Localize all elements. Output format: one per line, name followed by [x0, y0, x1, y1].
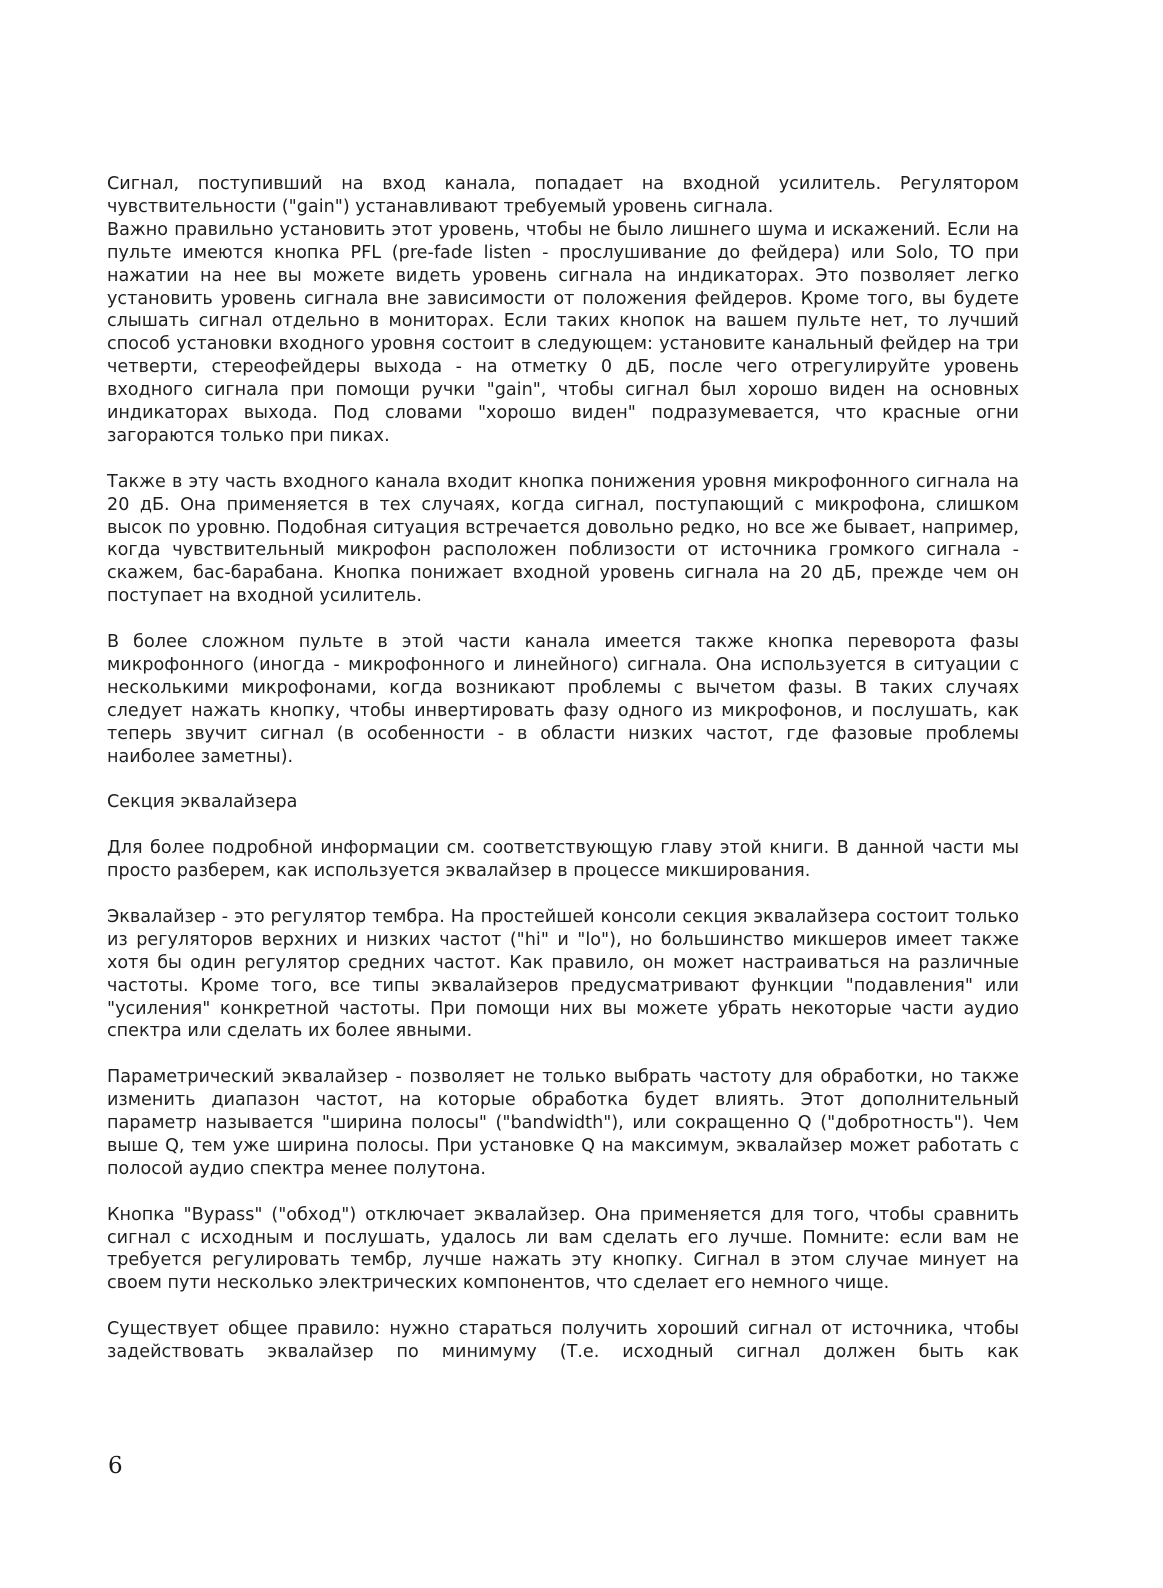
- paragraph-general-rule: Существует общее правило: нужно стараться получить хороший сигнал от источника, чтобы задействовать эквалайзер по минимуму (Т.е. исходный сигнал должен быть как: [107, 1319, 1019, 1363]
- paragraph-eq-reference: Для более подробной информации см. соответствующую главу этой книги. В данной части мы просто разберем, как используется эквалайзер в процессе микширования.: [107, 838, 1019, 882]
- paragraph-gap: [107, 1181, 1019, 1204]
- paragraph-bypass-button: Кнопка "Bypass" ("обход") отключает эквалайзер. Она применяется для того, чтобы сравнить сигнал с исходным и послушать, удалось ли вам сделать его лучше. Помните: если вам не требуется регулировать тембр, лучше нажать эту кнопку. Сигнал в этом случае минует на своем пути несколько электрических компонентов, что сделает его немного чище.: [107, 1204, 1019, 1294]
- paragraph-gap: [107, 1043, 1019, 1066]
- paragraph-gap: [107, 769, 1019, 792]
- paragraph-phase-button: В более сложном пульте в этой части канала имеется также кнопка переворота фазы микрофонного (иногда - микрофонного и линейного) сигнала. Она используется в ситуации с несколькими микрофонами, когда возникают проблемы с вычетом фазы. В таких случаях следует нажать кнопку, чтобы инвертировать фазу одного из микрофонов, и послушать, как теперь звучит сигнал (в особенности - в области низких частот, где фазовые проблемы наиболее заметны).: [107, 632, 1019, 767]
- paragraph-gap: [107, 1295, 1019, 1318]
- paragraph-parametric-eq: Параметрический эквалайзер - позволяет не только выбрать частоту для обработки, но также изменить диапазон частот, на которые обработка будет влиять. Этот дополнительный параметр называется "ширина полосы" ("bandwidth"), или сокращенно Q ("добротность"). Чем выше Q, тем уже ширина полосы. При установке Q на максимум, эквалайзер может работать с полосой аудио спектра менее полутона.: [107, 1067, 1019, 1179]
- paragraph-eq-description: Эквалайзер - это регулятор тембра. На простейшей консоли секция эквалайзера состоит только из регуляторов верхних и низких частот ("hi" и "lo"), но большинство микшеров имеет также хотя бы один регулятор средних частот. Как правило, он может настраиваться на различные частоты. Кроме того, все типы эквалайзеров предусматривают функции "подавления" или "усиления" конкретной частоты. При помощи них вы можете убрать некоторые части аудио спектра или сделать их более явными.: [107, 906, 1019, 1042]
- body-text: [107, 173, 1019, 1364]
- page-number: 6: [108, 1453, 123, 1479]
- paragraph-gap: [107, 608, 1019, 631]
- paragraph-gap: [107, 814, 1019, 837]
- paragraph-gain-intro: Сигнал, поступивший на вход канала, попадает на входной усилитель. Регулятором чувствительности ("gain") устанавливают требуемый уровень сигнала.: [107, 174, 1019, 217]
- section-heading-equalizer: Секция эквалайзера: [107, 792, 298, 813]
- paragraph-gap: [107, 883, 1019, 906]
- paragraph-gap: [107, 448, 1019, 471]
- paragraph-gain-setup: Важно правильно установить этот уровень, чтобы не было лишнего шума и искажений. Если на пульте имеются кнопка PFL (pre-fade listen - прослушивание до фейдера) или Solo, ТО при нажатии на нее вы можете видеть уровень сигнала на индикаторах. Это позволяет легко установить уровень сигнала вне зависимости от положения фейдеров. Кроме того, вы будете слышать сигнал отдельно в мониторах. Если таких кнопок на вашем пульте нет, то лучший способ установки входного уровня состоит в следующем: установите канальный фейдер на три четверти, стереофейдеры выхода - на отметку 0 дБ, после чего отрегулируйте уровень входного сигнала при помощи ручки "gain", чтобы сигнал был хорошо виден на основных индикаторах выхода. Под словами "хорошо виден" подразумевается, что красные огни загораются только при пиках.: [107, 219, 1019, 446]
- paragraph-pad-button: Также в эту часть входного канала входит кнопка понижения уровня микрофонного сигнала на 20 дБ. Она применяется в тех случаях, когда сигнал, поступающий с микрофона, слишком высок по уровню. Подобная ситуация встречается довольно редко, но все же бывает, например, когда чувствительный микрофон расположен поблизости от источника громкого сигнала - скажем, бас-барабана. Кнопка понижает входной уровень сигнала на 20 дБ, прежде чем он поступает на входной усилитель.: [107, 471, 1019, 607]
